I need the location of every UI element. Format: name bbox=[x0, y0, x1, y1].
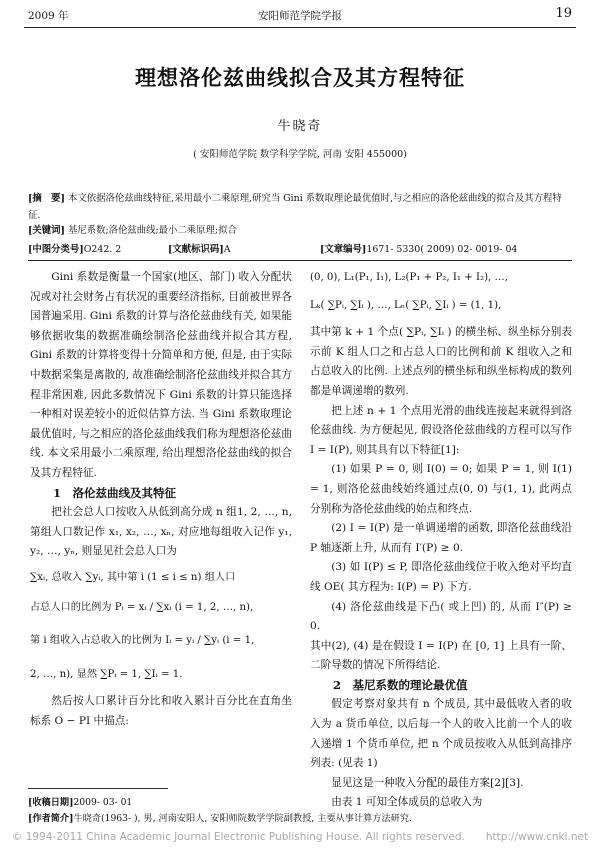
clc-number: [中图分类号]O242. 2 bbox=[28, 244, 122, 255]
point-sequence-formula: (0, 0), L₁(P₁, I₁), L₂(P₁ + P₂, I₁ + I₂), …, bbox=[310, 272, 508, 283]
keywords bbox=[28, 222, 568, 239]
running-header bbox=[28, 8, 572, 24]
feature-2: (2) I = I(P) 是一单调递增的函数, 即洛伦兹曲线沿 P 轴逐渐上升, 从而有 I′(P) ≥ 0. bbox=[310, 522, 572, 554]
coordinates-paragraph: 其中第 k + 1 个点( ∑Pᵢ, ∑Iᵢ ) 的横坐标、纵坐标分别表示前 K 组人口之和占总人口的比例和前 K 组收入之和占总收入的比例. 上述点列的横坐标和纵坐标构成的数列都是单调递增的数列. bbox=[310, 326, 572, 397]
abstract-label: [摘 要] bbox=[28, 193, 65, 204]
lorenz-definition-paragraph: 把上述 n + 1 个点用光滑的曲线连接起来就得到洛伦兹曲线. 为方便起见, 假设洛伦兹曲线的方程可以写作 I = I(P), 则其具有以下特征[1]: bbox=[310, 404, 572, 456]
author-bio: [作者简介]牛晓奇(1963- ), 男, 河南安阳人, 安阳师院数学学院副教授, 主要从事计算方法研究. bbox=[28, 813, 412, 824]
total-income-paragraph: 由表 1 可知全体成员的总收入为 bbox=[331, 796, 483, 809]
abstract bbox=[28, 190, 568, 224]
received-date: [收稿日期]2009- 03- 01 bbox=[28, 797, 133, 808]
section-2-heading: 2 基尼系数的理论最优值 bbox=[333, 677, 468, 692]
members-paragraph: 假定考察对象共有 n 个成员, 其中最低收入者的收入为 a 货币单位, 以后每一个人的收入比前一个人的收入递增 1 个货币单位, 把 n 个成员按收入从低到高排序列表: (见表 1) bbox=[310, 698, 572, 770]
right-column bbox=[310, 268, 572, 813]
left-column bbox=[30, 268, 292, 731]
intro-paragraph: Gini 系数是衡量一个国家(地区、部门) 收入分配状况或对社会财务占有状况的重要经济指标, 目前被世界各国普遍采用. Gini 系数的计算与洛伦兹曲线有关, 如果能够依据收集的数据准确绘制洛伦兹曲线并拟合其方程, Gini 系数的计算将变得十分简单和方便, 但是, 由于实际中数据采集是离散的, 故准确绘制洛伦兹曲线并拟合其方程非常困难, 因此多数情况下 Gini 系数的计算只能选择一种相对误差较小的近似估算方法. 当 Gini 系数取理论最优值时, 与之相应的洛伦兹曲线我们称为理想洛伦兹曲线. 本文采用最小二乘原理, 给出理想洛伦兹曲线的拟合及其方程特征. bbox=[30, 271, 292, 479]
document-code: [文献标识码]A bbox=[168, 244, 231, 255]
article-number: [文章编号]1671- 5330( 2009) 02- 0019- 04 bbox=[320, 244, 518, 255]
header-journal: 安阳师范学院学报 bbox=[258, 10, 342, 22]
population-ratio-formula: 占总人口的比例为 Pᵢ = xᵢ / ∑xᵢ (i = 1, 2, …, n), bbox=[30, 601, 254, 613]
header-page-number: 19 bbox=[555, 6, 572, 21]
plotting-paragraph: 然后按人口累计百分比和收入累计百分比在直角坐标系 O − PI 中描点: bbox=[30, 695, 292, 727]
grouping-paragraph: 把社会总人口按收入从低到高分成 n 组1, 2, …, n, 第组人口数记作 x₁, x₂, …, xₙ, 对应地每组收入记作 y₁, y₂, …, yₙ, 则显见社会总人口为 bbox=[30, 506, 292, 558]
point-k-formula: Lₖ( ∑Pᵢ, ∑Iᵢ ), …, Lₙ( ∑Pᵢ, ∑Iᵢ ) = (1, 1), bbox=[310, 299, 502, 311]
feature-1: (1) 如果 P = 0, 则 I(0) = 0; 如果 P = 1, 则 I(1) = 1, 则洛伦兹曲线始终通过点(0, 0) 与(1, 1), 此两点分别称为洛伦兹曲线的始点和终点. bbox=[310, 463, 572, 515]
section-1-heading: 1 洛伦兹曲线及其特征 bbox=[53, 485, 177, 500]
affiliation: ( 安阳师范学院 数学科学学院, 河南 安阳 455000) bbox=[193, 149, 407, 160]
paper-title: 理想洛伦兹曲线拟合及其方程特征 bbox=[135, 65, 465, 90]
keywords-label: [关键词] bbox=[28, 225, 65, 236]
keywords-text: 基尼系数;洛伦兹曲线;最小二乘原理;拟合 bbox=[67, 225, 237, 236]
feature-4: (4) 洛伦兹曲线是下凸( 或上凹) 的, 从而 I″(P) ≥ 0. bbox=[310, 600, 572, 633]
income-ratio-formula: 第 i 组收入占总收入的比例为 Iᵢ = yᵢ / ∑yᵢ (i = 1, bbox=[30, 635, 255, 647]
abstract-text: 本文依据洛伦兹曲线特征,采用最小二乘原理,研究当 Gini 系数取理论最优值时,与之相应的洛伦兹曲线的拟合及其方程特征. bbox=[28, 193, 562, 221]
footnote-rule bbox=[28, 788, 168, 789]
totals-formula: ∑xᵢ, 总收入 ∑yᵢ, 其中第 i (1 ≤ i ≤ n) 组人口 bbox=[30, 571, 236, 583]
derivative-note: 其中(2), (4) 是在假设 I = I(P) 在 [0, 1] 上具有一阶、二阶导数的情况下所得结论. bbox=[310, 639, 572, 672]
header-rule bbox=[24, 27, 576, 28]
author-name: 牛晓奇 bbox=[277, 119, 323, 134]
header-year: 2009 年 bbox=[28, 10, 69, 22]
feature-3: (3) 如 I(P) ≤ P, 即洛伦兹曲线位于收入绝对平均直线 OE( 其方程为: I(P) = P) 下方. bbox=[310, 561, 572, 593]
best-scheme-paragraph: 显见这是一种收入分配的最佳方案[2][3]. bbox=[331, 776, 524, 789]
abstract-rule bbox=[28, 260, 572, 261]
ratio-sum-formula: 2, …, n), 显然 ∑Pᵢ = 1, ∑Iᵢ = 1. bbox=[30, 668, 183, 680]
copyright-watermark: © 1994-2011 China Academic Journal Electronic Publishing House. All rights reserved. http://www.cnki.net bbox=[11, 831, 589, 843]
